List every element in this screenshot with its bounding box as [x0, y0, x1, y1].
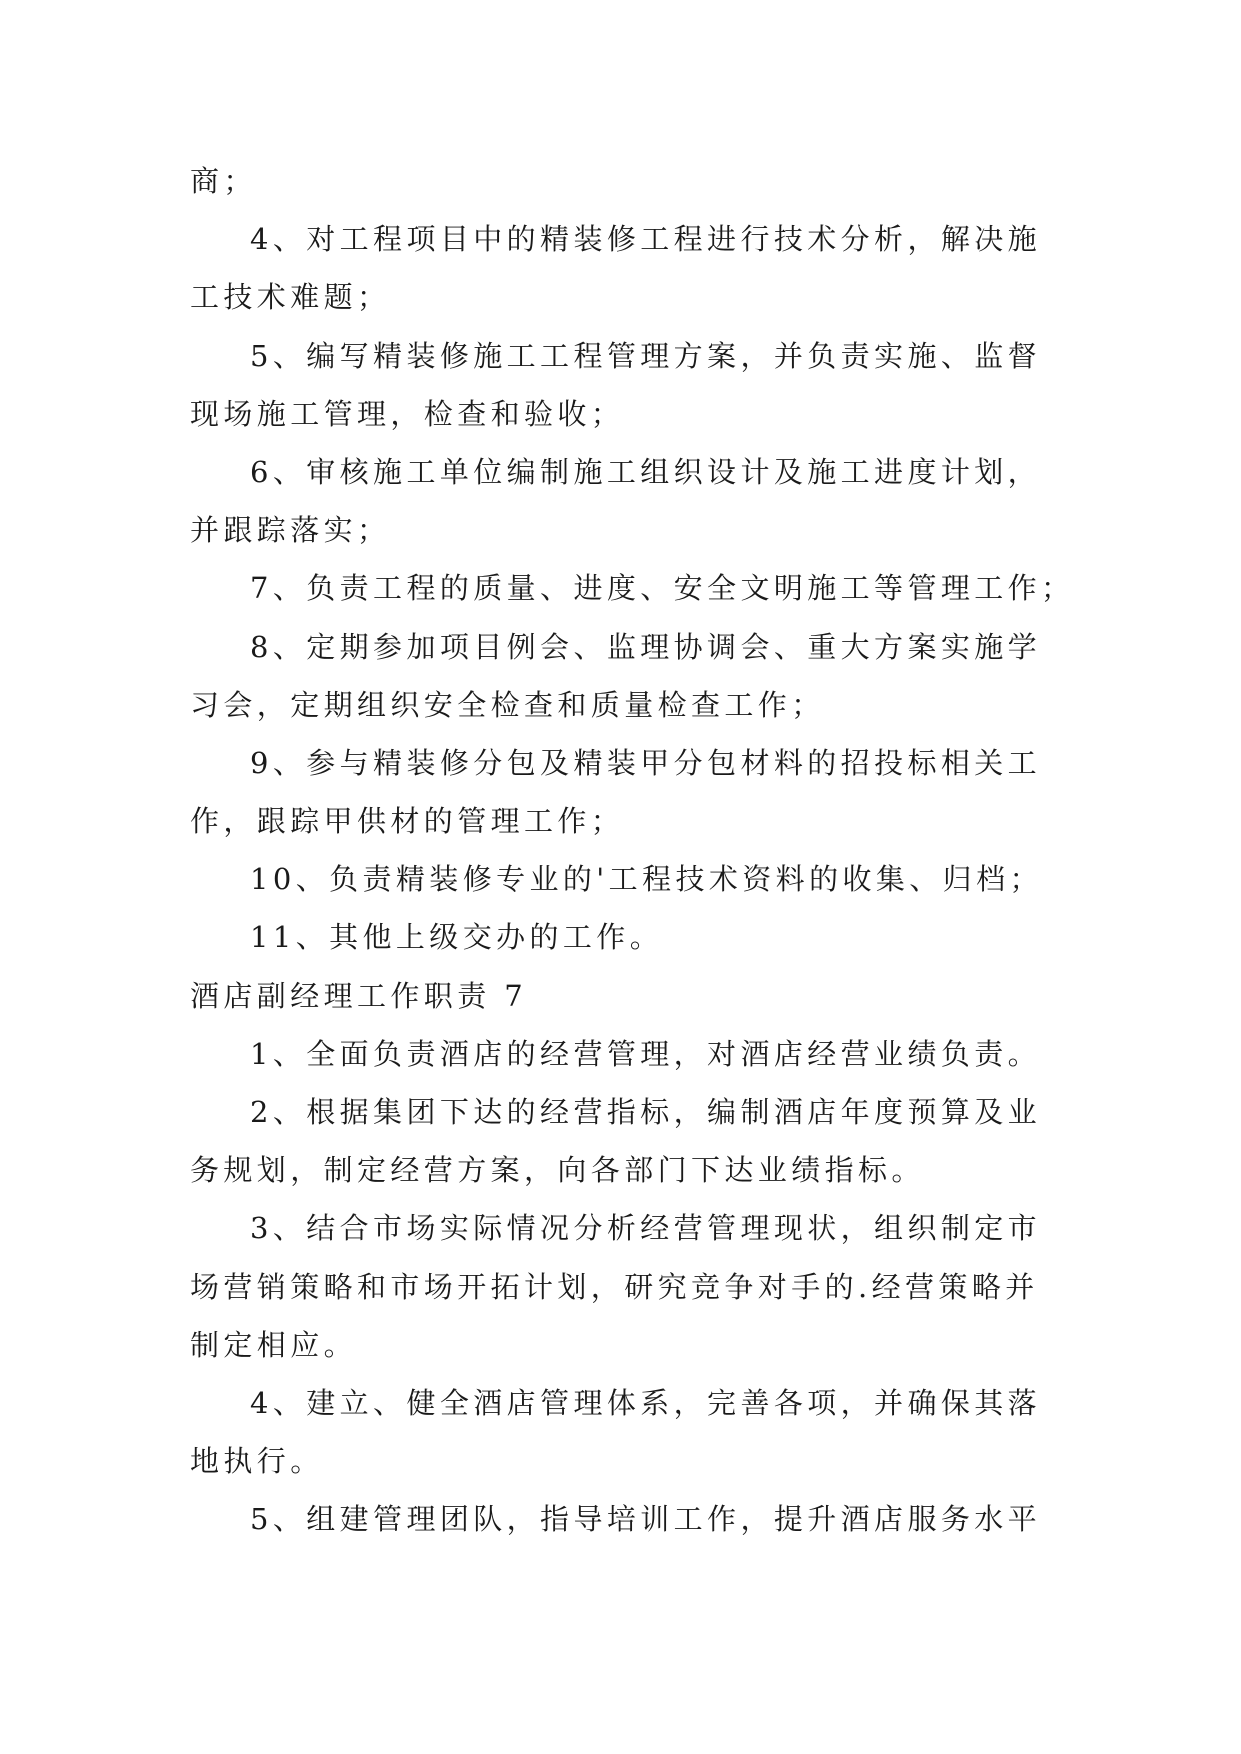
text-line: 1、全面负责酒店的经营管理，对酒店经营业绩负责。 — [250, 1036, 1042, 1071]
text-line: 商； — [190, 164, 257, 198]
text-line: 制定相应。 — [190, 1327, 358, 1362]
document-body — [190, 152, 1075, 1549]
text-line: 工技术难题； — [190, 280, 391, 315]
text-line: 务规划，制定经营方案，向各部门下达业绩指标。 — [190, 1153, 925, 1188]
text-line: 4、建立、健全酒店管理体系，完善各项，并确保其落 — [250, 1385, 1042, 1420]
text-line: 5、组建管理团队，指导培训工作，提升酒店服务水平 — [250, 1502, 1042, 1537]
text-line: 酒店副经理工作职责 7 — [190, 978, 528, 1013]
text-line: 现场施工管理，检查和验收； — [190, 396, 625, 431]
text-line: 2、根据集团下达的经营指标，编制酒店年度预算及业 — [250, 1095, 1042, 1129]
text-line: 作，跟踪甲供材的管理工作； — [190, 804, 625, 839]
text-line: 5、编写精装修施工工程管理方案，并负责实施、监督 — [250, 338, 1042, 373]
text-line: 9、参与精装修分包及精装甲分包材料的招投标相关工 — [250, 745, 1042, 780]
text-line: 11、其他上级交办的工作。 — [250, 920, 664, 955]
text-line: 场营销策略和市场开拓计划，研究竞争对手的.经营策略并 — [190, 1269, 1039, 1304]
text-line: 地执行。 — [190, 1444, 324, 1479]
text-line: 3、结合市场实际情况分析经营管理现状，组织制定市 — [250, 1211, 1042, 1246]
text-line: 7、负责工程的质量、进度、安全文明施工等管理工作； — [250, 571, 1075, 606]
text-line: 习会，定期组织安全检查和质量检查工作； — [190, 687, 825, 722]
text-line: 并跟踪落实； — [190, 513, 391, 548]
text-line: 6、审核施工单位编制施工组织设计及施工进度计划， — [250, 454, 1042, 489]
text-line: 8、定期参加项目例会、监理协调会、重大方案实施学 — [250, 629, 1042, 664]
text-line: 4、对工程项目中的精装修工程进行技术分析，解决施 — [250, 222, 1042, 257]
text-line: 10、负责精装修专业的'工程技术资料的收集、归档； — [250, 862, 1043, 897]
